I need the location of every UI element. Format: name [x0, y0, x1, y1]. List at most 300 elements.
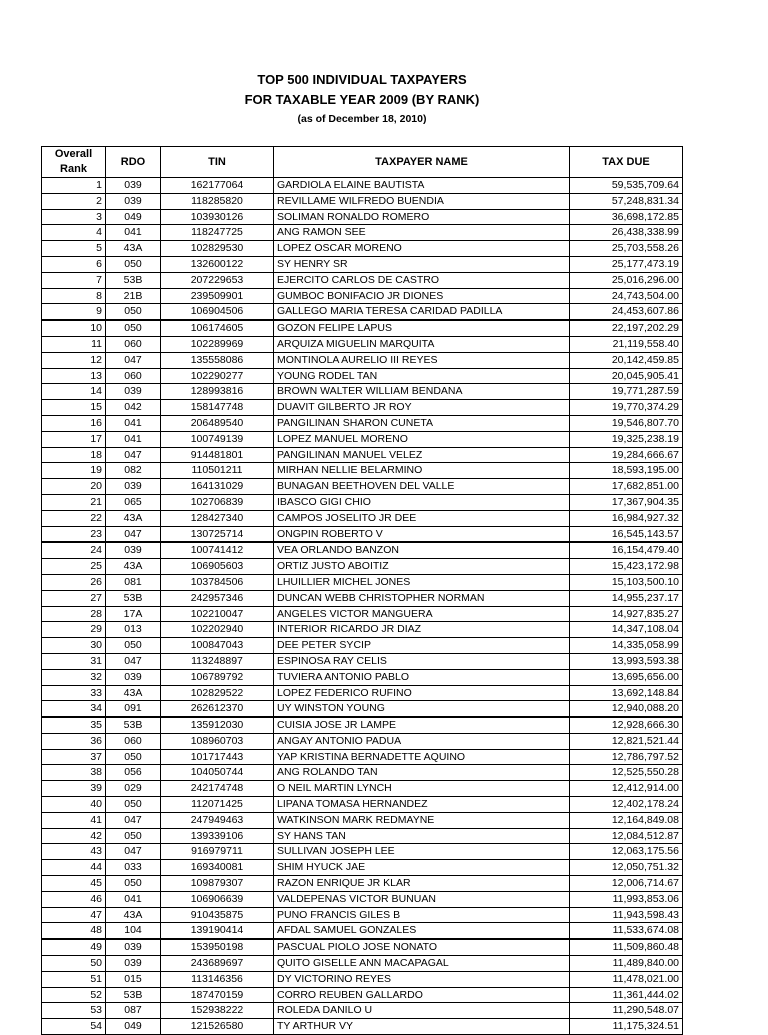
table-row [42, 352, 683, 368]
rdo-cell: 050 [106, 256, 161, 272]
tax-due-cell: 14,347,108.04 [570, 622, 683, 638]
tin-cell: 102290277 [161, 368, 274, 384]
tax-due-cell: 25,703,558.26 [570, 241, 683, 257]
tax-due-cell: 12,006,714.67 [570, 876, 683, 892]
rank-cell: 48 [42, 923, 106, 939]
rank-cell: 31 [42, 653, 106, 669]
rdo-cell: 039 [106, 939, 161, 955]
taxpayer-name-cell: CAMPOS JOSELITO JR DEE [274, 510, 570, 526]
rank-cell: 19 [42, 463, 106, 479]
rank-cell: 32 [42, 669, 106, 685]
tax-due-cell: 25,177,473.19 [570, 256, 683, 272]
tax-due-cell: 11,509,860.48 [570, 939, 683, 955]
rdo-cell: 43A [106, 241, 161, 257]
rank-cell: 2 [42, 193, 106, 209]
tin-cell: 100847043 [161, 638, 274, 654]
table-header-row [42, 147, 683, 178]
tax-due-cell: 20,142,459.85 [570, 352, 683, 368]
rank-cell: 25 [42, 559, 106, 575]
table-row [42, 923, 683, 939]
taxpayer-name-cell: LIPANA TOMASA HERNANDEZ [274, 797, 570, 813]
tin-cell: 106905603 [161, 559, 274, 575]
tax-due-cell: 12,050,751.32 [570, 860, 683, 876]
taxpayer-name-cell: IBASCO GIGI CHIO [274, 494, 570, 510]
tin-cell: 187470159 [161, 987, 274, 1003]
rdo-cell: 050 [106, 304, 161, 320]
tax-due-cell: 17,367,904.35 [570, 494, 683, 510]
rdo-cell: 033 [106, 860, 161, 876]
column-header-rdo: RDO [106, 147, 161, 178]
tin-cell: 152938222 [161, 1003, 274, 1019]
tin-cell: 914481801 [161, 447, 274, 463]
rdo-cell: 104 [106, 923, 161, 939]
tin-cell: 106789792 [161, 669, 274, 685]
rank-cell: 50 [42, 956, 106, 972]
column-header-rank-line2: Rank [60, 163, 87, 175]
rdo-cell: 065 [106, 494, 161, 510]
rank-cell: 15 [42, 400, 106, 416]
taxpayer-name-cell: SY HANS TAN [274, 828, 570, 844]
tin-cell: 206489540 [161, 415, 274, 431]
table-row [42, 797, 683, 813]
tin-cell: 916979711 [161, 844, 274, 860]
taxpayer-name-cell: EJERCITO CARLOS DE CASTRO [274, 272, 570, 288]
tax-due-cell: 24,453,607.86 [570, 304, 683, 320]
rank-cell: 24 [42, 542, 106, 558]
tax-due-cell: 11,175,324.51 [570, 1019, 683, 1035]
tin-cell: 100741412 [161, 542, 274, 558]
rdo-cell: 060 [106, 733, 161, 749]
table-row [42, 368, 683, 384]
tin-cell: 139190414 [161, 923, 274, 939]
tax-due-cell: 12,412,914.00 [570, 781, 683, 797]
rdo-cell: 049 [106, 209, 161, 225]
table-row [42, 510, 683, 526]
rank-cell: 13 [42, 368, 106, 384]
taxpayer-name-cell: RAZON ENRIQUE JR KLAR [274, 876, 570, 892]
tin-cell: 139339106 [161, 828, 274, 844]
rdo-cell: 039 [106, 669, 161, 685]
taxpayer-name-cell: UY WINSTON YOUNG [274, 701, 570, 717]
rank-cell: 8 [42, 288, 106, 304]
column-header-rank-line1: Overall [54, 148, 93, 160]
rank-cell: 27 [42, 590, 106, 606]
rdo-cell: 050 [106, 638, 161, 654]
rank-cell: 49 [42, 939, 106, 955]
tin-cell: 109879307 [161, 876, 274, 892]
tax-due-cell: 21,119,558.40 [570, 336, 683, 352]
table-row [42, 431, 683, 447]
taxpayer-name-cell: ROLEDA DANILO U [274, 1003, 570, 1019]
tin-cell: 100749139 [161, 431, 274, 447]
rdo-cell: 21B [106, 288, 161, 304]
rdo-cell: 041 [106, 225, 161, 241]
rdo-cell: 050 [106, 828, 161, 844]
rank-cell: 51 [42, 971, 106, 987]
rdo-cell: 039 [106, 178, 161, 194]
taxpayer-name-cell: LHUILLIER MICHEL JONES [274, 574, 570, 590]
taxpayer-name-cell: GARDIOLA ELAINE BAUTISTA [274, 178, 570, 194]
document-subtitle: (as of December 18, 2010) [297, 113, 427, 125]
table-row [42, 304, 683, 320]
tax-due-cell: 12,940,088.20 [570, 701, 683, 717]
tax-due-cell: 22,197,202.29 [570, 320, 683, 336]
tax-due-cell: 11,478,021.00 [570, 971, 683, 987]
rdo-cell: 53B [106, 717, 161, 733]
rdo-cell: 041 [106, 431, 161, 447]
tax-due-cell: 16,154,479.40 [570, 542, 683, 558]
table-row [42, 749, 683, 765]
table-row [42, 606, 683, 622]
taxpayer-name-cell: YOUNG RODEL TAN [274, 368, 570, 384]
tax-due-cell: 11,993,853.06 [570, 891, 683, 907]
table-row [42, 209, 683, 225]
taxpayer-name-cell: MONTINOLA AURELIO III REYES [274, 352, 570, 368]
table-row [42, 272, 683, 288]
table-row [42, 384, 683, 400]
table-row [42, 828, 683, 844]
taxpayer-name-cell: GOZON FELIPE LAPUS [274, 320, 570, 336]
tin-cell: 242174748 [161, 781, 274, 797]
tin-cell: 102706839 [161, 494, 274, 510]
rdo-cell: 050 [106, 320, 161, 336]
rank-cell: 26 [42, 574, 106, 590]
rank-cell: 52 [42, 987, 106, 1003]
rdo-cell: 039 [106, 956, 161, 972]
table-row [42, 638, 683, 654]
table-row [42, 526, 683, 542]
tin-cell: 106906639 [161, 891, 274, 907]
tin-cell: 153950198 [161, 939, 274, 955]
taxpayer-name-cell: ONGPIN ROBERTO V [274, 526, 570, 542]
rank-cell: 20 [42, 479, 106, 495]
table-row [42, 701, 683, 717]
rdo-cell: 53B [106, 272, 161, 288]
tax-due-cell: 36,698,172.85 [570, 209, 683, 225]
rank-cell: 29 [42, 622, 106, 638]
table-row [42, 669, 683, 685]
taxpayer-name-cell: DY VICTORINO REYES [274, 971, 570, 987]
taxpayer-name-cell: TY ARTHUR VY [274, 1019, 570, 1035]
tin-cell: 132600122 [161, 256, 274, 272]
tax-due-cell: 12,084,512.87 [570, 828, 683, 844]
tax-due-cell: 12,928,666.30 [570, 717, 683, 733]
rank-cell: 46 [42, 891, 106, 907]
taxpayer-name-cell: PUNO FRANCIS GILES B [274, 907, 570, 923]
table-row [42, 891, 683, 907]
table-row [42, 241, 683, 257]
rdo-cell: 050 [106, 797, 161, 813]
rank-cell: 53 [42, 1003, 106, 1019]
taxpayer-name-cell: VALDEPENAS VICTOR BUNUAN [274, 891, 570, 907]
table-row [42, 559, 683, 575]
table-row [42, 653, 683, 669]
rank-cell: 33 [42, 685, 106, 701]
rdo-cell: 039 [106, 384, 161, 400]
table-row [42, 1003, 683, 1019]
table-row [42, 860, 683, 876]
rdo-cell: 041 [106, 891, 161, 907]
table-row [42, 622, 683, 638]
tax-due-cell: 59,535,709.64 [570, 178, 683, 194]
table-row [42, 733, 683, 749]
rank-cell: 21 [42, 494, 106, 510]
rank-cell: 42 [42, 828, 106, 844]
taxpayer-name-cell: LOPEZ MANUEL MORENO [274, 431, 570, 447]
rank-cell: 1 [42, 178, 106, 194]
tin-cell: 169340081 [161, 860, 274, 876]
tax-due-cell: 57,248,831.34 [570, 193, 683, 209]
tax-due-cell: 14,927,835.27 [570, 606, 683, 622]
table-row [42, 400, 683, 416]
rank-cell: 4 [42, 225, 106, 241]
tax-due-cell: 15,103,500.10 [570, 574, 683, 590]
table-row [42, 479, 683, 495]
tin-cell: 113146356 [161, 971, 274, 987]
rank-cell: 18 [42, 447, 106, 463]
table-row [42, 542, 683, 558]
rdo-cell: 047 [106, 526, 161, 542]
tax-due-cell: 26,438,338.99 [570, 225, 683, 241]
rdo-cell: 041 [106, 415, 161, 431]
tax-due-cell: 19,284,666.67 [570, 447, 683, 463]
taxpayer-name-cell: SY HENRY SR [274, 256, 570, 272]
tax-due-cell: 19,546,807.70 [570, 415, 683, 431]
rdo-cell: 091 [106, 701, 161, 717]
taxpayer-name-cell: BUNAGAN BEETHOVEN DEL VALLE [274, 479, 570, 495]
rdo-cell: 53B [106, 590, 161, 606]
taxpayer-name-cell: ARQUIZA MIGUELIN MARQUITA [274, 336, 570, 352]
rank-cell: 40 [42, 797, 106, 813]
rdo-cell: 039 [106, 193, 161, 209]
tin-cell: 103930126 [161, 209, 274, 225]
tin-cell: 102202940 [161, 622, 274, 638]
rdo-cell: 047 [106, 352, 161, 368]
rdo-cell: 060 [106, 336, 161, 352]
rdo-cell: 050 [106, 876, 161, 892]
taxpayers-table [41, 146, 683, 1035]
table-row [42, 812, 683, 828]
column-header-tax: TAX DUE [570, 147, 683, 178]
tax-due-cell: 16,545,143.57 [570, 526, 683, 542]
taxpayer-name-cell: O NEIL MARTIN LYNCH [274, 781, 570, 797]
taxpayer-name-cell: REVILLAME WILFREDO BUENDIA [274, 193, 570, 209]
tax-due-cell: 24,743,504.00 [570, 288, 683, 304]
taxpayer-name-cell: BROWN WALTER WILLIAM BENDANA [274, 384, 570, 400]
rdo-cell: 029 [106, 781, 161, 797]
tin-cell: 103784506 [161, 574, 274, 590]
tin-cell: 247949463 [161, 812, 274, 828]
tin-cell: 162177064 [161, 178, 274, 194]
taxpayer-name-cell: SOLIMAN RONALDO ROMERO [274, 209, 570, 225]
tin-cell: 113248897 [161, 653, 274, 669]
taxpayer-name-cell: AFDAL SAMUEL GONZALES [274, 923, 570, 939]
tax-due-cell: 19,325,238.19 [570, 431, 683, 447]
tin-cell: 106904506 [161, 304, 274, 320]
tax-due-cell: 14,335,058.99 [570, 638, 683, 654]
tin-cell: 135912030 [161, 717, 274, 733]
tin-cell: 102289969 [161, 336, 274, 352]
table-row [42, 256, 683, 272]
rdo-cell: 039 [106, 542, 161, 558]
taxpayer-name-cell: QUITO GISELLE ANN MACAPAGAL [274, 956, 570, 972]
table-row [42, 225, 683, 241]
tax-due-cell: 25,016,296.00 [570, 272, 683, 288]
tin-cell: 102829530 [161, 241, 274, 257]
taxpayer-name-cell: LOPEZ OSCAR MORENO [274, 241, 570, 257]
rank-cell: 17 [42, 431, 106, 447]
rdo-cell: 43A [106, 685, 161, 701]
tin-cell: 102210047 [161, 606, 274, 622]
table-row [42, 494, 683, 510]
rank-cell: 41 [42, 812, 106, 828]
rdo-cell: 056 [106, 765, 161, 781]
tin-cell: 118285820 [161, 193, 274, 209]
table-row [42, 876, 683, 892]
rdo-cell: 047 [106, 447, 161, 463]
table-row [42, 320, 683, 336]
rank-cell: 30 [42, 638, 106, 654]
table-row [42, 178, 683, 194]
table-body [42, 178, 683, 1035]
table-row [42, 193, 683, 209]
tax-due-cell: 20,045,905.41 [570, 368, 683, 384]
tax-due-cell: 12,525,550.28 [570, 765, 683, 781]
tin-cell: 207229653 [161, 272, 274, 288]
rank-cell: 5 [42, 241, 106, 257]
rank-cell: 45 [42, 876, 106, 892]
taxpayer-name-cell: ORTIZ JUSTO ABOITIZ [274, 559, 570, 575]
taxpayer-name-cell: ESPINOSA RAY CELIS [274, 653, 570, 669]
rank-cell: 23 [42, 526, 106, 542]
tin-cell: 164131029 [161, 479, 274, 495]
table-row [42, 939, 683, 955]
tax-due-cell: 13,695,656.00 [570, 669, 683, 685]
taxpayer-name-cell: DUAVIT GILBERTO JR ROY [274, 400, 570, 416]
taxpayer-name-cell: GALLEGO MARIA TERESA CARIDAD PADILLA [274, 304, 570, 320]
column-header-rank [42, 147, 106, 178]
tin-cell: 158147748 [161, 400, 274, 416]
rank-cell: 10 [42, 320, 106, 336]
document-title-line2: FOR TAXABLE YEAR 2009 (BY RANK) [244, 92, 480, 107]
taxpayer-name-cell: ANG ROLANDO TAN [274, 765, 570, 781]
tax-due-cell: 13,993,593.38 [570, 653, 683, 669]
tax-due-cell: 11,290,548.07 [570, 1003, 683, 1019]
tax-due-cell: 12,063,175.56 [570, 844, 683, 860]
taxpayer-name-cell: SHIM HYUCK JAE [274, 860, 570, 876]
table-row [42, 907, 683, 923]
rdo-cell: 047 [106, 812, 161, 828]
tin-cell: 242957346 [161, 590, 274, 606]
rank-cell: 6 [42, 256, 106, 272]
taxpayer-name-cell: ANGAY ANTONIO PADUA [274, 733, 570, 749]
rdo-cell: 43A [106, 907, 161, 923]
rank-cell: 3 [42, 209, 106, 225]
table-row [42, 956, 683, 972]
tax-due-cell: 16,984,927.32 [570, 510, 683, 526]
tin-cell: 239509901 [161, 288, 274, 304]
tax-due-cell: 12,821,521.44 [570, 733, 683, 749]
taxpayer-name-cell: ANG RAMON SEE [274, 225, 570, 241]
rdo-cell: 082 [106, 463, 161, 479]
table-row [42, 685, 683, 701]
tax-due-cell: 12,786,797.52 [570, 749, 683, 765]
table-row [42, 336, 683, 352]
table-row [42, 781, 683, 797]
tin-cell: 106174605 [161, 320, 274, 336]
rdo-cell: 013 [106, 622, 161, 638]
rdo-cell: 047 [106, 844, 161, 860]
taxpayer-name-cell: MIRHAN NELLIE BELARMINO [274, 463, 570, 479]
taxpayer-name-cell: DEE PETER SYCIP [274, 638, 570, 654]
rank-cell: 44 [42, 860, 106, 876]
tax-due-cell: 11,489,840.00 [570, 956, 683, 972]
tin-cell: 108960703 [161, 733, 274, 749]
tin-cell: 128427340 [161, 510, 274, 526]
taxpayer-name-cell: ANGELES VICTOR MANGUERA [274, 606, 570, 622]
taxpayer-name-cell: VEA ORLANDO BANZON [274, 542, 570, 558]
tax-due-cell: 11,361,444.02 [570, 987, 683, 1003]
taxpayer-name-cell: PASCUAL PIOLO JOSE NONATO [274, 939, 570, 955]
tax-due-cell: 12,402,178.24 [570, 797, 683, 813]
rank-cell: 47 [42, 907, 106, 923]
rdo-cell: 087 [106, 1003, 161, 1019]
table-row [42, 590, 683, 606]
rank-cell: 12 [42, 352, 106, 368]
rank-cell: 7 [42, 272, 106, 288]
rdo-cell: 050 [106, 749, 161, 765]
table-row [42, 288, 683, 304]
rank-cell: 16 [42, 415, 106, 431]
document-title: TOP 500 INDIVIDUAL TAXPAYERS [257, 72, 467, 87]
table-row [42, 717, 683, 733]
table-row [42, 463, 683, 479]
taxpayer-name-cell: CUISIA JOSE JR LAMPE [274, 717, 570, 733]
tax-due-cell: 15,423,172.98 [570, 559, 683, 575]
tin-cell: 104050744 [161, 765, 274, 781]
tin-cell: 135558086 [161, 352, 274, 368]
taxpayer-name-cell: TUVIERA ANTONIO PABLO [274, 669, 570, 685]
taxpayer-name-cell: INTERIOR RICARDO JR DIAZ [274, 622, 570, 638]
tin-cell: 110501211 [161, 463, 274, 479]
tax-due-cell: 14,955,237.17 [570, 590, 683, 606]
taxpayer-name-cell: GUMBOC BONIFACIO JR DIONES [274, 288, 570, 304]
rank-cell: 34 [42, 701, 106, 717]
rdo-cell: 015 [106, 971, 161, 987]
tax-due-cell: 11,533,674.08 [570, 923, 683, 939]
rank-cell: 36 [42, 733, 106, 749]
taxpayer-name-cell: PANGILINAN SHARON CUNETA [274, 415, 570, 431]
rank-cell: 11 [42, 336, 106, 352]
table-row [42, 765, 683, 781]
tax-due-cell: 19,770,374.29 [570, 400, 683, 416]
tin-cell: 118247725 [161, 225, 274, 241]
rdo-cell: 039 [106, 479, 161, 495]
taxpayer-name-cell: YAP KRISTINA BERNADETTE AQUINO [274, 749, 570, 765]
column-header-name: TAXPAYER NAME [274, 147, 570, 178]
rank-cell: 28 [42, 606, 106, 622]
tin-cell: 128993816 [161, 384, 274, 400]
tin-cell: 130725714 [161, 526, 274, 542]
table-row [42, 844, 683, 860]
table-row [42, 447, 683, 463]
tin-cell: 262612370 [161, 701, 274, 717]
rdo-cell: 43A [106, 510, 161, 526]
rank-cell: 22 [42, 510, 106, 526]
rank-cell: 14 [42, 384, 106, 400]
table-row [42, 971, 683, 987]
tin-cell: 101717443 [161, 749, 274, 765]
